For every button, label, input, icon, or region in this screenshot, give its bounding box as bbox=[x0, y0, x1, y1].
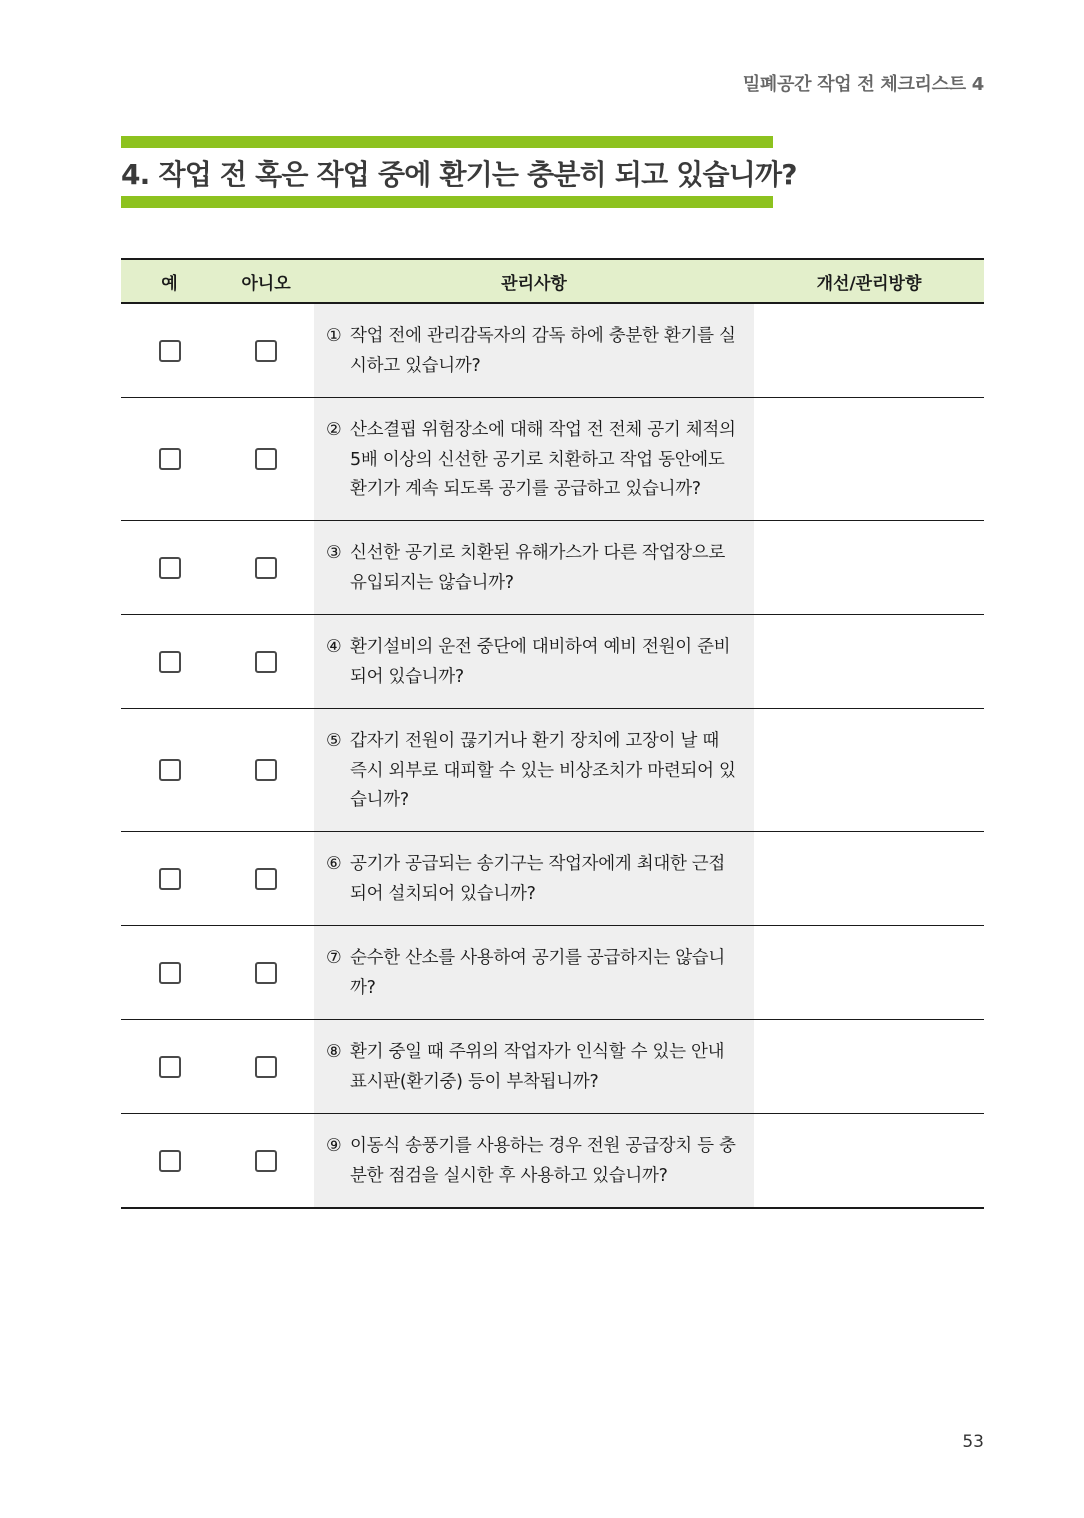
header-yes: 예 bbox=[161, 273, 178, 294]
yes-checkbox[interactable] bbox=[159, 651, 181, 673]
table-row bbox=[121, 832, 984, 926]
improvement-cell[interactable] bbox=[754, 521, 984, 614]
yes-checkbox[interactable] bbox=[159, 448, 181, 470]
item-text: 환기설비의 운전 중단에 대비하여 예비 전원이 준비되어 있습니까? bbox=[350, 637, 731, 687]
improvement-cell[interactable] bbox=[754, 398, 984, 520]
table-row bbox=[121, 1114, 984, 1207]
checklist-item bbox=[314, 832, 754, 925]
item-number: ⑥ bbox=[326, 854, 342, 874]
yes-checkbox[interactable] bbox=[159, 1056, 181, 1078]
no-checkbox[interactable] bbox=[255, 962, 277, 984]
table-row bbox=[121, 1020, 984, 1114]
no-checkbox[interactable] bbox=[255, 759, 277, 781]
no-checkbox[interactable] bbox=[255, 1150, 277, 1172]
page-number: 53 bbox=[962, 1432, 984, 1452]
checklist-item bbox=[314, 1114, 754, 1207]
section-title: 4. 작업 전 혹은 작업 중에 환기는 충분히 되고 있습니까? bbox=[121, 158, 797, 191]
item-text: 작업 전에 관리감독자의 감독 하에 충분한 환기를 실시하고 있습니까? bbox=[350, 326, 736, 376]
improvement-cell[interactable] bbox=[754, 832, 984, 925]
no-checkbox[interactable] bbox=[255, 448, 277, 470]
item-text: 환기 중일 때 주위의 작업자가 인식할 수 있는 안내 표시판(환기중) 등이 부착됩니까? bbox=[350, 1042, 725, 1092]
item-number: ④ bbox=[326, 637, 342, 657]
item-number: ⑧ bbox=[326, 1042, 342, 1062]
improvement-cell[interactable] bbox=[754, 615, 984, 708]
yes-checkbox[interactable] bbox=[159, 340, 181, 362]
improvement-cell[interactable] bbox=[754, 926, 984, 1019]
no-checkbox[interactable] bbox=[255, 651, 277, 673]
table-row bbox=[121, 398, 984, 521]
item-number: ⑨ bbox=[326, 1136, 342, 1156]
item-number: ② bbox=[326, 420, 342, 440]
item-text: 공기가 공급되는 송기구는 작업자에게 최대한 근접되어 설치되어 있습니까? bbox=[350, 854, 726, 904]
header-no: 아니오 bbox=[241, 273, 291, 294]
item-number: ⑤ bbox=[326, 731, 342, 751]
checklist-item bbox=[314, 615, 754, 708]
improvement-cell[interactable] bbox=[754, 304, 984, 397]
improvement-cell[interactable] bbox=[754, 1114, 984, 1207]
checklist-item bbox=[314, 398, 754, 520]
yes-checkbox[interactable] bbox=[159, 962, 181, 984]
checklist-item bbox=[314, 926, 754, 1019]
table-row bbox=[121, 709, 984, 832]
checklist-item bbox=[314, 521, 754, 614]
item-text: 갑자기 전원이 끊기거나 환기 장치에 고장이 날 때 즉시 외부로 대피할 수 있는 비상조치가 마련되어 있습니까? bbox=[350, 731, 736, 810]
yes-checkbox[interactable] bbox=[159, 759, 181, 781]
title-accent-bar-top bbox=[121, 136, 773, 148]
running-header: 밀폐공간 작업 전 체크리스트 4 bbox=[742, 74, 984, 95]
table-header-row bbox=[121, 260, 984, 304]
title-accent-bar-bottom bbox=[121, 196, 773, 208]
item-text: 순수한 산소를 사용하여 공기를 공급하지는 않습니까? bbox=[350, 948, 726, 998]
no-checkbox[interactable] bbox=[255, 868, 277, 890]
yes-checkbox[interactable] bbox=[159, 1150, 181, 1172]
checklist-table bbox=[121, 258, 984, 1209]
checklist-item bbox=[314, 709, 754, 831]
no-checkbox[interactable] bbox=[255, 340, 277, 362]
item-text: 신선한 공기로 치환된 유해가스가 다른 작업장으로 유입되지는 않습니까? bbox=[350, 543, 726, 593]
checklist-item bbox=[314, 304, 754, 397]
item-number: ③ bbox=[326, 543, 342, 563]
improvement-cell[interactable] bbox=[754, 1020, 984, 1113]
item-text: 산소결핍 위험장소에 대해 작업 전 전체 공기 체적의 5배 이상의 신선한 공기로 치환하고 작업 동안에도 환기가 계속 되도록 공기를 공급하고 있습니까? bbox=[350, 420, 736, 499]
table-row bbox=[121, 304, 984, 398]
no-checkbox[interactable] bbox=[255, 557, 277, 579]
checklist-item bbox=[314, 1020, 754, 1113]
table-row bbox=[121, 926, 984, 1020]
header-improvement: 개선/관리방향 bbox=[816, 273, 922, 294]
header-item: 관리사항 bbox=[501, 273, 567, 294]
no-checkbox[interactable] bbox=[255, 1056, 277, 1078]
yes-checkbox[interactable] bbox=[159, 557, 181, 579]
item-number: ① bbox=[326, 326, 342, 346]
improvement-cell[interactable] bbox=[754, 709, 984, 831]
yes-checkbox[interactable] bbox=[159, 868, 181, 890]
item-text: 이동식 송풍기를 사용하는 경우 전원 공급장치 등 충분한 점검을 실시한 후 사용하고 있습니까? bbox=[350, 1136, 736, 1186]
table-row bbox=[121, 521, 984, 615]
table-row bbox=[121, 615, 984, 709]
item-number: ⑦ bbox=[326, 948, 342, 968]
